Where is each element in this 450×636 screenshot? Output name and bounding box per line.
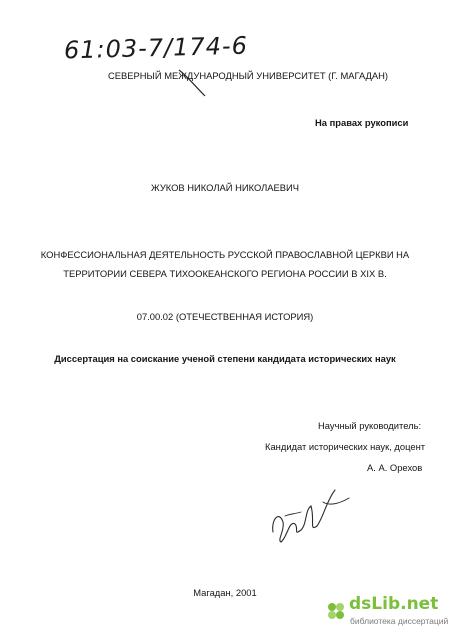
watermark-tagline: библиотека диссертаций <box>350 616 449 626</box>
dissertation-title-line-2: ТЕРРИТОРИИ СЕВЕРА ТИХООКЕАНСКОГО РЕГИОНА РОССИИ В XIX В. <box>63 268 387 279</box>
author-name: ЖУКОВ НИКОЛАЙ НИКОЛАЕВИЧ <box>150 182 300 193</box>
city-and-year: Магадан, 2001 <box>193 587 257 598</box>
handwritten-signature <box>265 480 355 550</box>
handwritten-registry-number: 61:03-7/174-6 <box>63 31 249 65</box>
university-name: СЕВЕРНЫЙ МЕЖДУНАРОДНЫЙ УНИВЕРСИТЕТ (Г. МАГАДАН) <box>108 70 389 81</box>
dissertation-title-line-1: КОНФЕССИОНАЛЬНАЯ ДЕЯТЕЛЬНОСТЬ РУССКОЙ ПРАВОСЛАВНОЙ ЦЕРКВИ НА <box>40 249 410 260</box>
supervisor-name: А. А. Орехов <box>367 462 423 473</box>
dslib-watermark <box>325 594 449 632</box>
watermark-name: dsLib.net <box>349 594 439 614</box>
supervisor-label: Научный руководитель: <box>318 420 422 431</box>
supervisor-degree: Кандидат исторических наук, доцент <box>265 441 426 452</box>
rights-note: На правах рукописи <box>315 117 409 128</box>
specialty-code: 07.00.02 (ОТЕЧЕСТВЕННАЯ ИСТОРИЯ) <box>136 311 314 322</box>
degree-statement: Диссертация на соискание ученой степени кандидата исторических наук <box>54 353 396 364</box>
dslib-logo-icon <box>325 600 347 622</box>
